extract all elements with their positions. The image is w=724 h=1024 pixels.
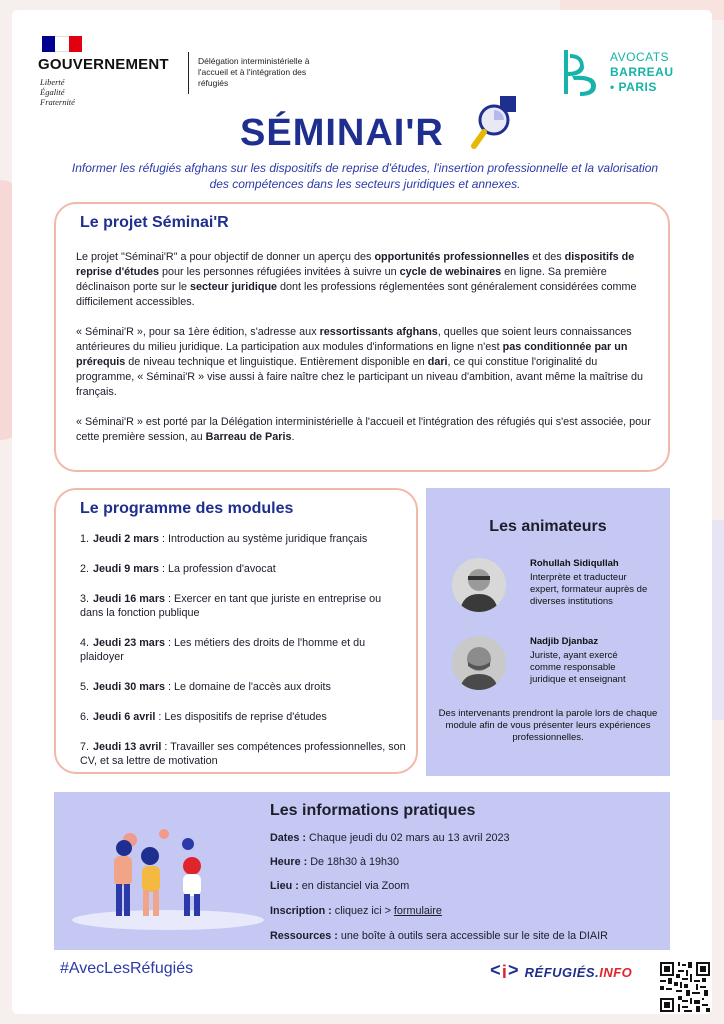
animators-note: Des intervenants prendront la parole lors de chaque module afin de vous présenter leurs expériences professionnelles. xyxy=(438,708,658,743)
bold-text: cycle de webinaires xyxy=(399,266,502,278)
header-divider xyxy=(188,52,189,94)
info-i-icon: i xyxy=(501,961,507,982)
programme-title: Le programme des modules xyxy=(80,500,294,517)
delegation-name: Délégation interministérielle à l'accueil et à l'intégration des réfugiés xyxy=(198,56,310,88)
practical-info-title: Les informations pratiques xyxy=(270,802,476,819)
info-time: Heure : De 18h30 à 19h30 xyxy=(270,856,400,868)
list-item: 6. Jeudi 6 avril : Les dispositifs de reprise d'études xyxy=(80,711,327,723)
hashtag: #AvecLesRéfugiés xyxy=(60,960,194,977)
list-item: 5. Jeudi 30 mars : Le domaine de l'accès aux droits xyxy=(80,681,331,693)
list-item: 4. Jeudi 23 mars : Les métiers des droits de l'homme et du plaidoyer xyxy=(80,637,366,663)
government-name: GOUVERNEMENT xyxy=(38,56,169,73)
bold-text: Barreau de Paris xyxy=(205,431,292,443)
qr-code-icon[interactable] xyxy=(660,962,710,1012)
bold-text: ressortissants afghans xyxy=(319,326,438,338)
project-body xyxy=(76,250,656,460)
barreau-paris-logo-icon xyxy=(560,46,602,98)
text-run: . xyxy=(291,431,295,443)
barreau-paris-text xyxy=(610,50,674,95)
text-run: dont les professions réglementées sont généralement considérées comme difficilement accessibles. xyxy=(76,281,637,308)
magnifier-icon xyxy=(470,94,532,156)
info-dates: Dates : Chaque jeudi du 02 mars au 13 avril 2023 xyxy=(270,832,510,844)
list-item: 2. Jeudi 9 mars : La profession d'avocat xyxy=(80,563,276,575)
bar-line1: AVOCATS xyxy=(610,50,670,64)
text-run: « Séminai'R », pour sa 1ère édition, s'adresse aux xyxy=(76,326,320,338)
page-subtitle: Informer les réfugiés afghans sur les dispositifs de reprise d'études, l'insertion professionnelle et la valorisation des compétences dans les secteurs juridiques et annexes. xyxy=(71,161,659,191)
animator-description: Juriste, ayant exercé comme responsable juridique et enseignant xyxy=(530,650,626,685)
bar-line2: BARREAU xyxy=(610,65,674,79)
french-flag-icon xyxy=(42,36,82,52)
page-title: SÉMINAI'R xyxy=(240,112,444,154)
person-photo-icon xyxy=(452,636,506,690)
project-paragraph xyxy=(76,325,656,400)
text-run: , ce qui constitue l'originalité du programme, « Séminai'R » vise aussi à faire naître chez le participant un niveau d'ambition, avant même la maîtrise du français. xyxy=(76,356,644,398)
text-run: Le projet "Séminai'R" a pour objectif de donner un aperçu des xyxy=(76,251,375,263)
people-talking-illustration xyxy=(70,826,266,930)
animator-name: Nadjib Djanbaz xyxy=(530,636,599,647)
info-resources: Ressources : une boîte à outils sera accessible sur le site de la DIAIR xyxy=(270,930,608,942)
list-item: 1. Jeudi 2 mars : Introduction au système juridique français xyxy=(80,533,368,545)
project-title: Le projet Séminai'R xyxy=(80,214,229,231)
avatar xyxy=(452,636,506,690)
bar-line3: • PARIS xyxy=(610,80,657,94)
refugies-info-logo[interactable] xyxy=(490,958,633,986)
refugies-info-text: RÉFUGIÉS.INFO xyxy=(524,964,633,980)
text-run: et des xyxy=(529,251,565,263)
project-paragraph xyxy=(76,250,656,310)
text-run: en ligne. Sa première déclinaison porte sur le xyxy=(76,266,607,293)
motto-egalite: Égalité xyxy=(40,87,65,97)
animators-title: Les animateurs xyxy=(489,518,607,535)
brace-close-icon: > xyxy=(507,962,519,982)
text-run: « Séminai'R » est porté par la Délégation interministérielle à l'accueil et l'intégration des réfugiés qui s'est associée, pour cette première session, au xyxy=(76,416,651,443)
text-run: pour les personnes réfugiées invitées à suivre un xyxy=(158,266,400,278)
bold-text: pas conditionnée par un prérequis xyxy=(76,341,628,368)
list-item: 3. Jeudi 16 mars : Exercer en tant que juriste en entreprise ou dans la fonction publique xyxy=(80,593,382,619)
info-place: Lieu : en distanciel via Zoom xyxy=(270,880,410,892)
bold-text: secteur juridique xyxy=(190,281,278,293)
person-photo-icon xyxy=(452,558,506,612)
motto-fraternite: Fraternité xyxy=(40,97,75,107)
animator-name: Rohullah Sidiqullah xyxy=(530,558,619,569)
text-run: , quelles que soient leurs connaissances antérieures du milieu juridique. La participation aux modules d'informations en ligne n'est xyxy=(76,326,632,353)
motto-liberte: Liberté xyxy=(40,77,65,87)
signup-form-link[interactable]: formulaire xyxy=(393,905,442,917)
bold-text: opportunités professionnelles xyxy=(374,251,530,263)
avatar xyxy=(452,558,506,612)
programme-card xyxy=(54,488,418,774)
government-motto xyxy=(40,77,75,107)
text-run: de niveau technique et linguistique. Entièrement disponible en xyxy=(125,356,428,368)
animator-description: Interprète et traducteur expert, formateur auprès de diverses institutions xyxy=(530,572,648,607)
brace-open-icon: < xyxy=(490,962,501,982)
project-paragraph xyxy=(76,415,656,445)
info-signup: Inscription : cliquez ici > formulaire xyxy=(270,905,442,917)
bold-text: dispositifs de reprise d'études xyxy=(76,251,635,278)
list-item: 7. Jeudi 13 avril : Travailler ses compétences professionnelles, son CV, et sa lettre de motivation xyxy=(80,741,406,767)
bold-text: dari xyxy=(427,356,448,368)
